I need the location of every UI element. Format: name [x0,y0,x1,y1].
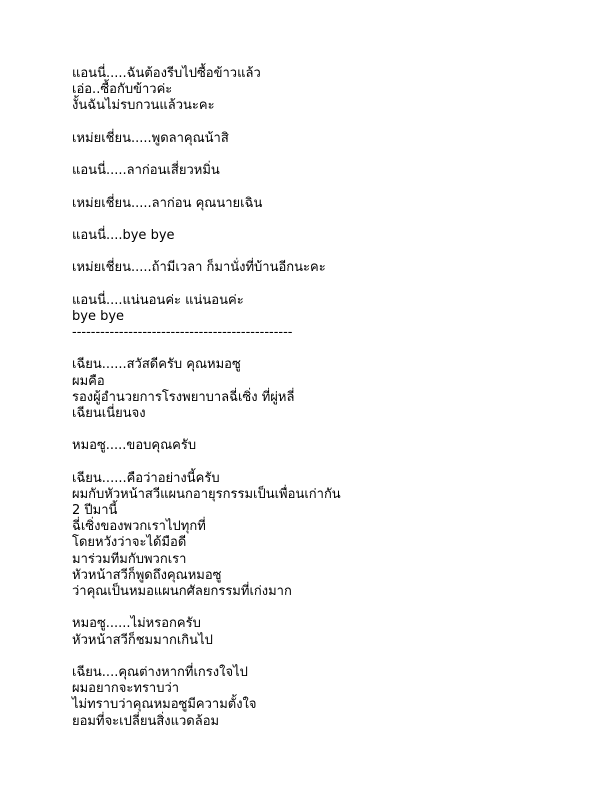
blank-line [72,455,552,471]
dialogue-line: มาร่วมทีมกับพวกเรา [72,551,187,567]
dialogue-line: ไม่ทราบว่าคุณหมอซูมีความตั้งใจ [72,697,257,713]
dialogue-line: แอนนี่.....ฉันต้องรีบไปซื้อข้าวแล้ว [72,66,261,81]
blank-line [72,244,552,260]
dialogue-line: ผมกับหัวหน้าสวีแผนกอายุรกรรมเป็นเพื่อนเก่ากัน [72,486,341,502]
dialogue-line: 2 ปีมานี้ [72,503,118,519]
dialogue-line: ว่าคุณเป็นหมอแผนกศัลยกรรมที่เก่งมาก [72,584,292,599]
dialogue-line: รองผู้อำนวยการโรงพยาบาลฉี่เซิ่ง ที่ผู่หลี่ [72,389,295,405]
blank-line [72,341,552,357]
dialogue-line: เฉียน......สวัสดีครับ คุณหมอซู [72,357,241,373]
dialogue-line: เหม่ยเชี่ยน.....ถ้ามีเวลา ก็มานั่งที่บ้านอีกนะคะ [72,260,326,276]
blank-line [72,179,552,195]
blank-line [72,212,552,228]
dialogue-line: หัวหน้าสวีก็ชมมากเกินไป [72,632,213,648]
dialogue-line: เฉียนเนี่ยนจง [72,405,146,421]
dialogue-line: เอ่อ..ซื้อกับข้าวค่ะ [72,82,173,98]
dialogue-line: แอนนี่.....ลาก่อนเสี่ยวหมิ่น [72,163,220,179]
dialogue-line: ยอมที่จะเปลี่ยนสิ่งแวดล้อม [72,713,220,729]
dialogue-line: ผมคือ [72,373,105,389]
dialogue-line: ฉี่เซิ่งของพวกเราไปทุกที่ [72,519,206,535]
blank-line [72,147,552,163]
blank-line [72,115,552,131]
blank-line [72,276,552,292]
dialogue-line: แอนนี่....แน่นอนค่ะ แน่นอนค่ะ [72,292,244,308]
blank-line [72,422,552,438]
blank-line [72,649,552,665]
dialogue-line: bye bye [72,308,125,324]
dialogue-line: เฉียน......คือว่าอย่างนี้ครับ [72,470,220,486]
dialogue-line: โดยหวังว่าจะได้มือดี [72,535,187,551]
dialogue-line: เหม่ยเชี่ยน.....ลาก่อน คุณนายเฉิน [72,195,263,211]
dialogue-line: หมอซู.....ขอบคุณครับ [72,438,197,454]
blank-line [72,600,552,616]
dialogue-line: แอนนี่....bye bye [72,227,175,243]
dialogue-line: เฉียน....คุณต่างหากที่เกรงใจไป [72,664,248,680]
dialogue-line: เหม่ยเชี่ยน.....พูดลาคุณน้าสิ [72,130,229,146]
dialogue-line: หมอซู......ไม่หรอกครับ [72,616,201,632]
dialogue-line: งั้นฉันไม่รบกวนแล้วนะคะ [72,98,215,114]
dialogue-line: หัวหน้าสวีก็พูดถึงคุณหมอซู [72,567,222,583]
dashed-divider: ----------------------------------------------- [72,325,293,340]
dialogue-text-block [72,66,552,730]
dialogue-line: ผมอยากจะทราบว่า [72,681,180,697]
